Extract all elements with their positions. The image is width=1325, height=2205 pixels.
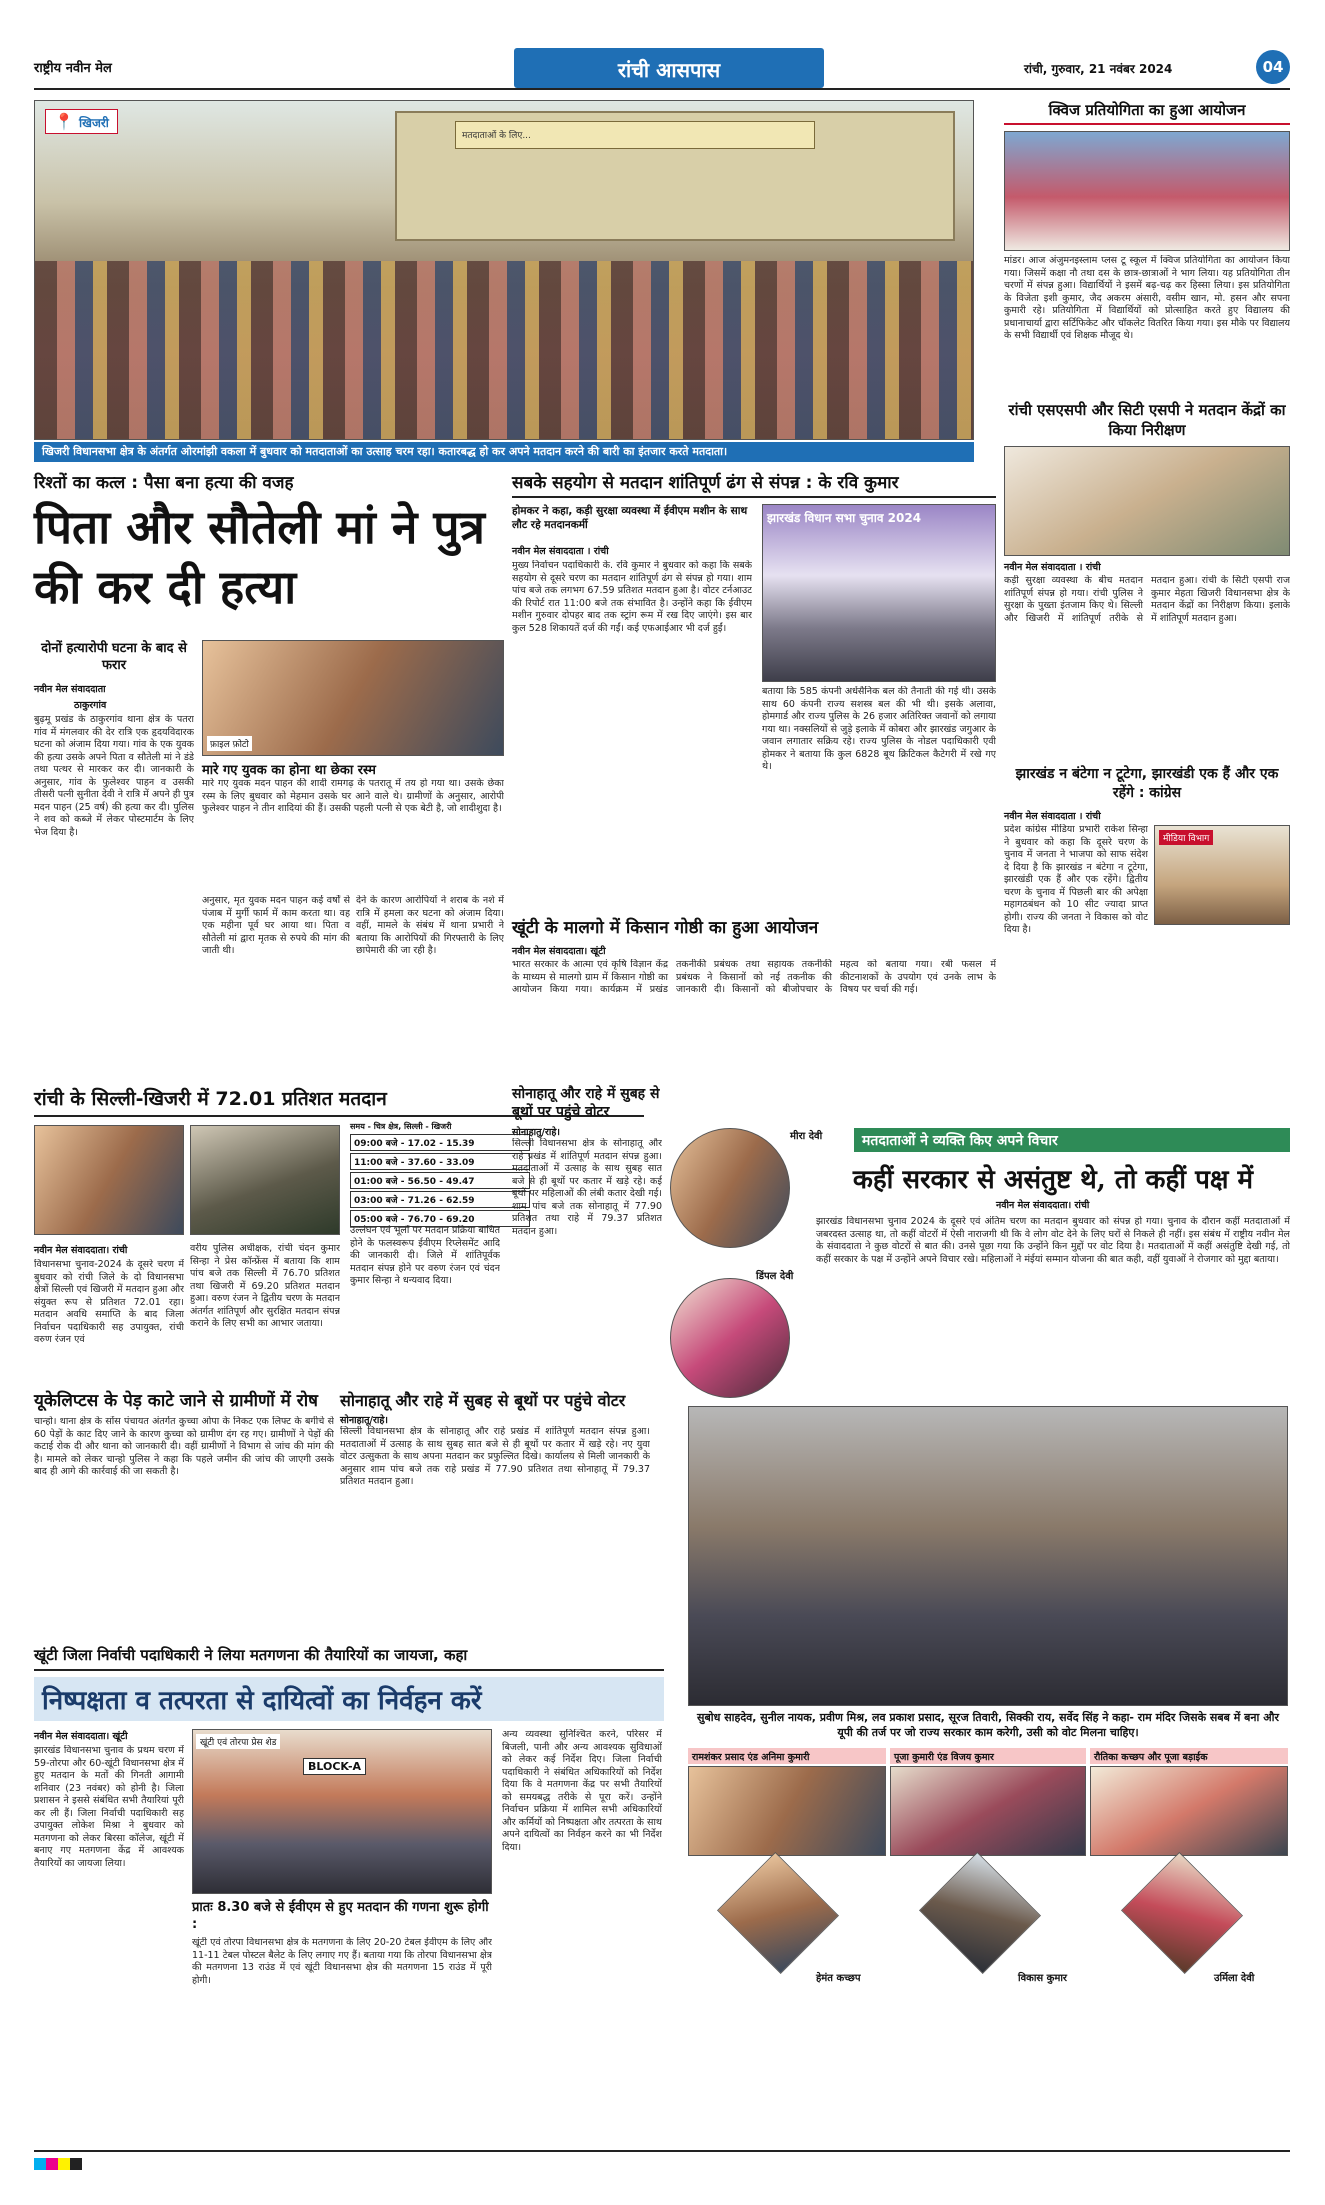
section-title: रांची आसपास (617, 58, 721, 82)
khunti-banner: खूंटी जिला निर्वाची पदाधिकारी ने लिया मतगणना की तैयारियों का जायजा, कहा (34, 1645, 664, 1671)
kisan-story (512, 915, 996, 1075)
silli-photo-ssp (190, 1125, 340, 1235)
opinions-body: झारखंड विधानसभा चुनाव 2024 के दूसरे एवं अंतिम चरण का मतदान बुधवार को संपन्न हो गया। चुनाव के दौरान कहीं मतदाताओं में जबरदस्त उत्साह था, तो कहीं वोटरों में ऐसी नाराजगी थी कि वे लोग वोट देने के लिए घरों से निकले ही नहीं। इस संबंध में राष्ट्रीय नवीन मेल के संवाददाता ने कुछ वोटरों से बात की। उनसे पूछा गया कि उन्होंने किन मुद्दों पर वोट दिया है। मतदाताओं में कहीं असंतुष्टि देखी गई, तो कहीं सरकार के पक्ष में उन्होंने अपने विचार रखे। महिलाओं ने मंईयां सम्मान योजना की बात कही, वहीं युवाओं ने रोजगार को मुद्दा बताया। (816, 1216, 1290, 1265)
silli-row-4: 03:00 बजे - 71.26 - 62.59 (350, 1191, 530, 1208)
lead-photo (34, 100, 974, 440)
congress-story (1004, 765, 1290, 1135)
cmyk-cyan (34, 2158, 46, 2170)
quiz-story (1004, 100, 1290, 400)
group-caption: सुबोध साहदेव, सुनील नायक, प्रवीण मिश्र, लव प्रकाश प्रसाद, सूरज तिवारी, सिक्की राय, सर्वेद सिंह ने कहा- राम मंदिर जिसके सबब में बना और यूपी की तर्ज पर जो राज्य सरकार काम करेगी, उसी को वोट मिलना चाहिए। (697, 1711, 1279, 1739)
pair-3-photo (1090, 1766, 1288, 1856)
banner-board-text: मतदाताओं के लिए... (462, 131, 531, 141)
ssp-story (1004, 400, 1290, 760)
murder-photo-caption: मारे गए युवक का होना था छेका रस्म (202, 763, 376, 778)
voter-1-name: मीरा देवी (790, 1131, 823, 1142)
khunti-col3: अन्य व्यवस्था सुनिश्चित करने, परिसर में बिजली, पानी और अन्य आवश्यक सुविधाओं को लेकर कई निर्देश दिए। जिला निर्वाची पदाधिकारी ने संबंधित अधिकारियों को निर्देश दिया कि वे मतगणना केंद्र पर सभी तैयारियों को समयबद्ध तरीके से पूरा करें। उन्होंने निर्वाचन प्रक्रिया में शामिल सभी अधिकारियों और कर्मियों को निष्पक्षता और तत्परता के साथ अपने दायित्वों का निर्वहन करने का भी निर्देश दिया। (502, 1729, 662, 1853)
opinions-banner (854, 1128, 1290, 1152)
congress-photo (1154, 825, 1290, 925)
kisan-headline: खूंटी के मालगो में किसान गोष्ठी का हुआ आयोजन (512, 918, 819, 938)
masthead (34, 48, 1290, 94)
peaceful-body-2: बताया कि 585 कंपनी अर्धसैनिक बल की तैनाती की गई थी। उसके साथ 60 कंपनी राज्य सशस्त्र बल की भी थी। इसके अलावा, होमगार्ड और राज्य पुलिस के 26 हजार अतिरिक्त जवानों को लगाया गया था। नक्सलियों से जुड़े इलाके में कोबरा और झारखंड जगुआर के जवान लगातार सक्रिय रहे। राज्य पुलिस के नोडल पदाधिकारी एवी होमकर ने बताया कि कुल 6828 बूथ क्रिटिकल कैटेगरी में रखे गए थे। (762, 686, 996, 772)
peaceful-headline: सबके सहयोग से मतदान शांतिपूर्ण ढंग से संपन्न : के रवि कुमार (512, 470, 996, 498)
group-photo (688, 1406, 1288, 1706)
murder-body-2: मारे गए युवक मदन पाहन की शादी रामगढ़ के पतरातू में तय हो गया था। उसके छेका रस्म के लिए बुधवार को मेहमान उसके घर आने वाले थे। ग्रामीणों के अनुसार, आरोपी फुलेश्वर पाहन ने तीन शादियां की हैं। उसकी पहली पत्नी से एक बेटी है, जो शादीशुदा है। (202, 778, 504, 814)
location-pin-icon: 📍 (54, 112, 74, 131)
pair-1-photo (688, 1766, 886, 1856)
ssp-headline: रांची एसएसपी और सिटी एसपी ने मतदान केंद्रों का किया निरीक्षण (1008, 401, 1286, 439)
sonahatu-story-1 (512, 1085, 662, 1385)
murder-place: ठाकुरगांव (74, 700, 107, 711)
paper-name: राष्ट्रीय नवीन मेल (34, 61, 112, 76)
khunti-sub: प्रातः 8.30 बजे से ईवीएम से हुए मतदान की गणना शुरू होगी : (192, 1900, 489, 1932)
khunti-body: झारखंड विधानसभा चुनाव के प्रथम चरण में 59-तोरपा और 60-खूंटी विधानसभा क्षेत्र में हुए मतदान के मतों की गिनती आगामी शनिवार (23 नवंबर) को होनी है। जिला प्रशासन ने इससे संबंधित सभी तैयारियां पूरी कर ली हैं। जिला निर्वाची पदाधिकारी सह उपायुक्त लोकेश मिश्रा ने बुधवार को मतगणना को लेकर बिरसा कॉलेज, खूंटी में बनाए गए मतगणना केंद्र में आवश्यक तैयारियों का जायजा लिया। (34, 1745, 184, 1869)
silli-table (350, 1121, 530, 1227)
solo-2-photo (919, 1852, 1041, 1974)
murder-sub: दोनों हत्यारोपी घटना के बाद से फरार (41, 641, 187, 673)
peaceful-body: मुख्य निर्वाचन पदाधिकारी के. रवि कुमार ने बुधवार को कहा कि सबके सहयोग से दूसरे चरण का मतदान शांतिपूर्ण ढंग से संपन्न हो गया। शाम पांच बजे तक लगभग 67.59 प्रतिशत मतदान हुआ है। वोटर टर्नआउट की रिपोर्ट रात 11:00 बजे तक संभावित है। उन्होंने कहा कि ईवीएम मशीन गुरुवार दोपहर बाद तक स्ट्रांग रूम में रख दिए जाएंगे। इस बार कुल 528 शिकायतें दर्ज की गईं। कई एफआईआर भी दर्ज हुईं। (512, 560, 752, 634)
opinions-story (666, 1128, 1290, 1988)
congress-photo-label: मीडिया विभाग (1159, 830, 1213, 845)
ssp-body: कड़ी सुरक्षा व्यवस्था के बीच मतदान शांतिपूर्ण संपन्न हो गया। रांची पुलिस ने सुरक्षा के पुख्ता इंतजाम किए थे। सिल्ली और खिजरी में शांतिपूर्ण तरीके से मतदान हुआ। रांची के सिटी एसपी राज कुमार मेहता खिजरी विधानसभा क्षेत्र के मतदान केंद्रों का निरीक्षण किया। इलाके में शांतिपूर्ण मतदान हुआ। (1004, 575, 1290, 624)
crowd (35, 261, 974, 440)
eucalyptus-headline: यूकेलिप्टस के पेड़ काटे जाने से ग्रामीणों में रोष (34, 1391, 318, 1411)
pair-3-text: रौतिका कच्छप और पूजा बड़ाईक (1094, 1752, 1208, 1763)
opinions-headline: कहीं सरकार से असंतुष्ट थे, तो कहीं पक्ष में (852, 1165, 1254, 1195)
murder-photo (202, 640, 504, 756)
murder-body-3: अनुसार, मृत युवक मदन पाहन कई वर्षों से पंजाब में मुर्गी फार्म में काम करता था। वह एक महीना पूर्व घर आया था। पिता व सौतेली मां द्वारा मृतक से रुपये की मांग की जाती थी। (202, 895, 350, 956)
peaceful-byline: नवीन मेल संवाददाता । रांची (512, 546, 609, 557)
pair-1-text: रामशंकर प्रसाद एंड अनिमा कुमारी (692, 1752, 810, 1763)
quiz-photo (1004, 131, 1290, 251)
section-banner (514, 48, 824, 88)
pair-2-text: पूजा कुमारी एंड विजय कुमार (894, 1752, 994, 1763)
silli-photo-dc (34, 1125, 184, 1235)
lead-caption-text: खिजरी विधानसभा क्षेत्र के अंतर्गत ओरमांझी वकला में बुधवार को मतदाताओं का उत्साह चरम रहा। कतारबद्ध हो कर अपने मतदान करने की बारी का इंतजार करते मतदाता। (42, 445, 728, 458)
eucalyptus-body: चान्हो। थाना क्षेत्र के सोंस पंचायत अंतर्गत कुच्चा ओपा के निकट एक लिफ्ट के बगीचे से 60 पेड़ों के काट दिए जाने के कारण कुच्चा को ग्रामीण दंग रह गए। ग्रामीणों ने पेड़ों की कटाई रोक दी और थाना को जानकारी दी। वहीं ग्रामीणों ने विभाग से जांच की मांग की है। मामले को लेकर चान्हो पुलिस ने कहा कि पहले जमीन की जांच की जाएगी उसके बाद ही आगे की कार्रवाई की जा सकती है। (34, 1416, 334, 1477)
silli-row-5: 05:00 बजे - 76.70 - 69.20 (350, 1210, 530, 1227)
lead-photo-caption (34, 442, 974, 462)
silli-row-2: 11:00 बजे - 37.60 - 33.09 (350, 1153, 530, 1170)
pair-2-label (890, 1748, 1086, 1764)
silli-body-3: उल्लंघन एवं भूलों पर मतदान प्रक्रिया बाधित होने के फलस्वरूप ईवीएम रिप्लेसमेंट आदि की जानकारी दी। जिले में शांतिपूर्वक मतदान संपन्न होने पर वरुण रंजन एवं चंदन कुमार सिन्हा ने धन्यवाद दिया। (350, 1225, 500, 1286)
solo-2-name: विकास कुमार (1018, 1973, 1068, 1984)
pair-3-label (1090, 1748, 1288, 1764)
solo-3-photo (1121, 1852, 1243, 1974)
khunti-photo-sign: BLOCK-A (303, 1758, 366, 1775)
peaceful-photo (762, 504, 996, 682)
solo-1-photo (717, 1852, 839, 1974)
pair-2-photo (890, 1766, 1086, 1856)
khunti-sub-body: खूंटी एवं तोरपा विधानसभा क्षेत्र के मतगणना के लिए 20-20 टेबल ईवीएम के लिए और 11-11 टेबल पोस्टल बैलेट के लिए लगाए गए हैं। बताया गया कि तोरपा विधानसभा क्षेत्र की मतगणना 13 राउंड में एवं खूंटी विधानसभा क्षेत्र की मतगणना 15 राउंड में पूरी होगी। (192, 1937, 492, 1986)
sonahatu-2-body: सिल्ली विधानसभा क्षेत्र के सोनाहातू और राहे प्रखंड में शांतिपूर्ण मतदान संपन्न हुआ। मतदाताओं में उत्साह के साथ सुबह सात बजे से ही बूथों पर कतार में खड़े रहे। नए युवा वोटर उत्सुकता के साथ अपना मतदान कर प्रफुल्लित दिखे। कार्यालय से मिली जानकारी के अनुसार शाम पांच बजे तक राहे प्रखंड में 77.90 प्रतिशत तथा सोनाहातू में 79.37 प्रतिशत मतदान हुआ। (340, 1426, 650, 1487)
sonahatu-1-body: सिल्ली विधानसभा क्षेत्र के सोनाहातू और राहे प्रखंड में शांतिपूर्ण मतदान संपन्न हुआ। मतदाताओं में उत्साह के साथ सुबह सात बजे से ही बूथों पर कतार में खड़े रहे। कई बूथों पर महिलाओं की लंबी कतार देखी गई। शाम पांच बजे तक सोनाहातू में 77.90 प्रतिशत तथा राहे में 79.37 प्रतिशत मतदान हुआ। (512, 1138, 662, 1237)
voter-2-photo (670, 1278, 790, 1398)
pair-1-label (688, 1748, 886, 1764)
dateline: रांची, गुरुवार, 21 नवंबर 2024 (1024, 62, 1173, 76)
sonahatu-2-headline: सोनाहातू और राहे में सुबह से बूथों पर पहुंचे वोटर (340, 1391, 626, 1410)
cmyk-black (70, 2158, 82, 2170)
solo-3-name: उर्मिला देवी (1214, 1973, 1255, 1984)
khunti-photo-label: खूंटी एवं तोरपा प्रेस शेड (196, 1734, 280, 1749)
sonahatu-1-place: सोनाहातु/राहे। (512, 1127, 560, 1138)
silli-headline: रांची के सिल्ली-खिजरी में 72.01 प्रतिशत मतदान (34, 1085, 644, 1117)
khunti-headline-box (34, 1677, 664, 1721)
murder-byline: नवीन मेल संवाददाता (34, 684, 106, 695)
khunti-headline: निष्पक्षता व तत्परता से दायित्वों का निर्वहन करें (42, 1686, 482, 1716)
voter-1-photo (670, 1128, 790, 1248)
silli-row-3: 01:00 बजे - 56.50 - 49.47 (350, 1172, 530, 1189)
solo-1-name: हेमंत कच्छप (816, 1973, 861, 1984)
silli-body: विधानसभा चुनाव-2024 के दूसरे चरण में बुधवार को रांची जिले के दो विधानसभा क्षेत्रों सिल्ली एवं खिजरी में मतदान हुआ और संयुक्त रूप से प्रतिशत 72.01 रहा। मतदान अवधि समाप्ति के बाद जिला निर्वाचन पदाधिकारी सह उपायुक्त, रांची वरुण रंजन एवं (34, 1259, 184, 1345)
voter-2-name: डिंपल देवी (756, 1271, 794, 1282)
sonahatu-story-2 (340, 1390, 650, 1640)
congress-byline: नवीन मेल संवाददाता । रांची (1004, 811, 1101, 822)
murder-headline: पिता और सौतेली मां ने पुत्र की कर दी हत्या (34, 500, 485, 614)
khunti-photo (192, 1729, 492, 1894)
khunti-story (34, 1645, 664, 2035)
masthead-rule (34, 88, 1290, 90)
sonahatu-2-place: सोनाहातू/राहे। (340, 1415, 388, 1426)
murder-story (34, 470, 504, 1080)
ssp-byline: नवीन मेल संवाददाता । रांची (1004, 562, 1101, 573)
congress-headline: झारखंड न बंटेगा न टूटेगा, झारखंडी एक हैं और एक रहेंगे : कांग्रेस (1015, 766, 1279, 801)
sonahatu-1-headline: सोनाहातू और राहे में सुबह से बूथों पर पहुंचे वोटर (512, 1086, 660, 1120)
eucalyptus-story (34, 1390, 334, 1640)
silli-row-1: 09:00 बजे - 17.02 - 15.39 (350, 1134, 530, 1151)
banner-board (455, 121, 815, 149)
murder-body-4: देने के कारण आरोपियों ने शराब के नशे में रात्रि में हमला कर घटना को अंजाम दिया। वहीं, मामले के संबंध में थाना प्रभारी ने बताया कि आरोपियों की गिरफ्तारी के लिए छापेमारी की जा रही है। (356, 895, 504, 956)
kisan-byline: नवीन मेल संवाददाता। खूंटी (512, 946, 606, 957)
peaceful-photo-banner: झारखंड विधान सभा चुनाव 2024 (767, 511, 922, 525)
kisan-body: भारत सरकार के आत्मा एवं कृषि विज्ञान केंद्र के माध्यम से मालगो ग्राम में किसान गोष्ठी का आयोजन किया गया। कार्यक्रम में प्रखंड तकनीकी प्रबंधक तथा सहायक तकनीकी प्रबंधक ने किसानों को नई तकनीक की जानकारी दी। किसानों को बीजोपचार के महत्व को बताया गया। रबी फसल में कीटनाशकों के उपयोग एवं उनके लाभ के विषय पर चर्चा की गई। (512, 959, 996, 995)
quiz-body: मांडर। आज अंजुमनइस्लाम प्लस टू स्कूल में क्विज प्रतियोगिता का आयोजन किया गया। जिसमें कक्षा नौ तथा दस के छात्र-छात्राओं ने भाग लिया। यह प्रतियोगिता तीन चरणों में संपन्न हुआ। विद्यार्थियों ने इसमें बढ़-चढ़ कर हिस्सा लिया। इस प्रतियोगिता के विजेता इशी कुमार, जैद अकरम अंसारी, वसीम खान, मो. हसन और सपना कुमारी रहे। प्रतियोगिता में विद्यार्थियों को प्रोत्साहित करते हुए विद्यालय की प्रधानाचार्या द्वारा सर्टिफिकेट और चॉकलेट वितरित किया गया। इस मौके पर विद्यालय के सभी विद्यार्थी एवं शिक्षक मौजूद थे। (1004, 255, 1290, 341)
silli-byline: नवीन मेल संवाददाता। रांची (34, 1245, 128, 1256)
peaceful-story (512, 470, 996, 910)
quiz-headline: क्विज प्रतियोगिता का हुआ आयोजन (1004, 100, 1290, 125)
congress-body: प्रदेश कांग्रेस मीडिया प्रभारी राकेश सिन्हा ने बुधवार को कहा कि दूसरे चरण के चुनाव में जनता ने भाजपा को साफ संदेश दे दिया है कि झारखंड न बंटेगा न टूटेगा, झारखंडी एक हैं और एक रहेंगे। द्वितीय चरण के चुनाव में पिछली बार की अपेक्षा महागठबंधन को 10 सीट ज्यादा प्राप्त होगी। राज्य की जनता ने विकास को वोट दिया है। (1004, 824, 1148, 935)
cmyk-yellow (58, 2158, 70, 2170)
opinions-byline: नवीन मेल संवाददाता। रांची (996, 1200, 1090, 1211)
ssp-photo (1004, 446, 1290, 556)
murder-kicker: रिश्तों का कत्ल : पैसा बना हत्या की वजह (34, 473, 294, 493)
location-tag (45, 109, 118, 134)
silli-body-2: वरीय पुलिस अधीक्षक, रांची चंदन कुमार सिन्हा ने प्रेस कॉन्फ्रेंस में बताया कि शाम पांच बजे तक सिल्ली में 76.70 प्रतिशत तथा खिजरी में 69.20 प्रतिशत मतदान हुआ। वरुण रंजन ने द्वितीय चरण के मतदान अंतर्गत शांतिपूर्ण और सुरक्षित मतदान संपन्न कराने के लिए सभी का आभार जताया। (190, 1243, 340, 1329)
khunti-byline: नवीन मेल संवाददाता। खूंटी (34, 1731, 128, 1742)
murder-body-1: बुढ़मू प्रखंड के ठाकुरगांव थाना क्षेत्र के पतरा गांव में मंगलवार की देर रात्रि एक हृदयविदारक घटना को अंजाम दिया गया। गांव के एक युवक की हत्या उसके अपने पिता व सौतेली मां ने डंडे तथा पत्थर से मारकर कर दी। जानकारी के अनुसार, गांव के फुलेश्वर पाहन व उसकी तीसरी पत्नी सुनीता देवी ने रात्रि में अपने ही पुत्र मदन पाहन (25 वर्ष) की हत्या कर दी। पुलिस ने शव को कब्जे में लेकर पोस्टमार्टम के लिए भेज दिया है। (34, 714, 194, 838)
footer-rule (34, 2150, 1290, 2168)
peaceful-sub: होमकर ने कहा, कड़ी सुरक्षा व्यवस्था में ईवीएम मशीन के साथ लौट रहे मतदानकर्मी (512, 505, 748, 531)
opinions-banner-text: मतदाताओं ने व्यक्ति किए अपने विचार (862, 1133, 1058, 1149)
murder-photo-label: फ़ाइल फ़ोटो (207, 736, 252, 751)
page-number: 04 (1256, 50, 1290, 84)
silli-table-header: समय - चित्र क्षेत्र, सिल्ली - खिजरी (350, 1122, 452, 1131)
cmyk-magenta (46, 2158, 58, 2170)
location-text: खिजरी (79, 116, 109, 130)
